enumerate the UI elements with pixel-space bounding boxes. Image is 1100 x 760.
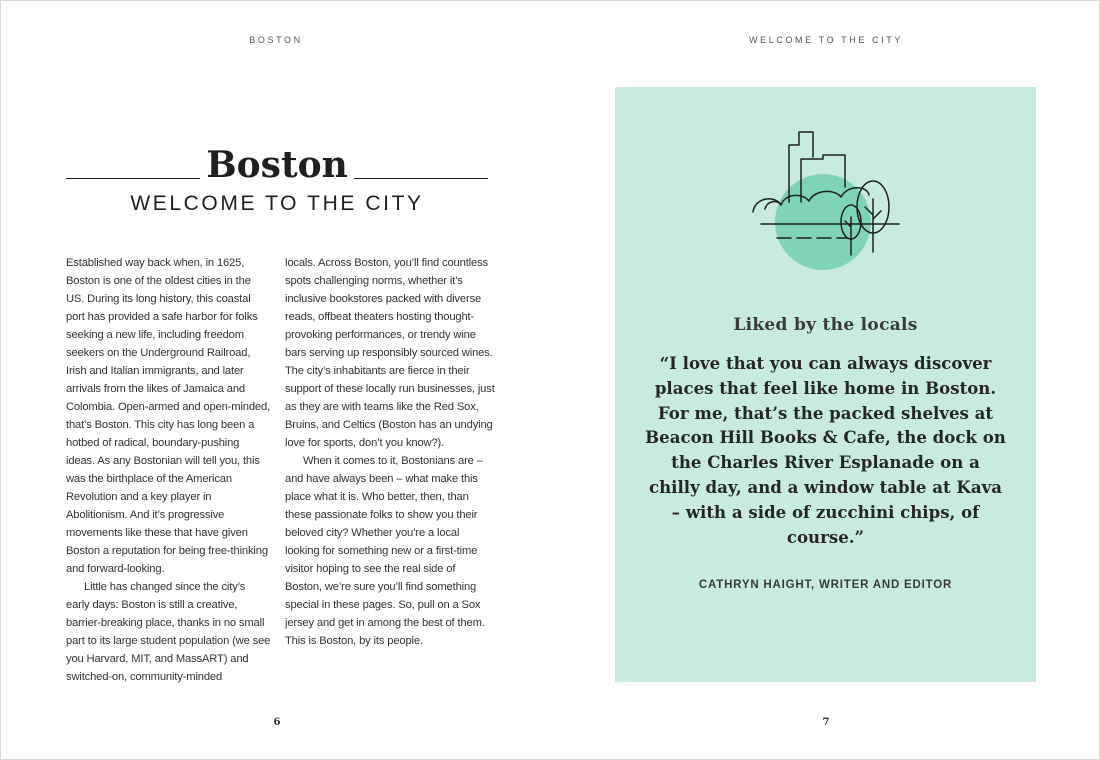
- paragraph: When it comes to it, Bostonians are – and have always been – what make this place what it is. Who better, then, than these passionate folks to show you their beloved city? Whether you’re a local looking for something new or a first-time visitor hoping to see the real side of Boston, we’re sure you’ll find something special in these pages. So, pull on a Sox jersey and get in among the best of them. This is Boston, by its people.: [285, 455, 485, 647]
- quote-panel: [615, 87, 1036, 682]
- paragraph: Little has changed since the city’s early days: Boston is still a creative, barrier-breaking place, thanks in no small part to its large student population (we see you Harvard, MIT, and MassART) and switched-on, community-minded: [66, 581, 271, 683]
- body-column-1: [66, 254, 271, 686]
- body-column-2: [285, 254, 495, 650]
- left-running-head: BOSTON: [249, 35, 303, 45]
- page-title: [66, 142, 488, 188]
- page-number-left: 6: [273, 717, 281, 728]
- city-skyline-trees-icon: [751, 127, 901, 282]
- panel-heading: Liked by the locals: [733, 315, 918, 335]
- paragraph: Established way back when, in 1625, Boston is one of the oldest cities in the US. During its long history, this coastal port has provided a safe harbor for folks seeking a new life, including freedom seekers on the Underground Railroad, Irish and Italian immigrants, and later arrivals from the likes of Jamaica and Colombia. Open-armed and open-minded, that’s Boston. This city has long been a hotbed of radical, boundary-pushing ideas. As any Bostonian will tell you, this was the birthplace of the American Revolution and a key player in Abolitionism. And it’s progressive movements like these that have given Boston a reputation for being free-thinking and forward-looking.: [66, 257, 271, 575]
- right-running-head: WELCOME TO THE CITY: [749, 35, 903, 45]
- pull-quote: “I love that you can always discover places that feel like home in Boston. For me, that’s the packed shelves at Beacon Hill Books & Cafe, the dock on the Charles River Esplanade on a chilly day, and a window table at Kava – with a side of zucchini chips, of course.”: [645, 353, 1006, 547]
- paragraph: locals. Across Boston, you’ll find countless spots challenging norms, whether it’s inclusive bookstores packed with diverse reads, offbeat theaters hosting thought-provoking performances, or trendy wine bars serving up responsibly sourced wines. The city’s inhabitants are fierce in their support of these locally run businesses, just as they are with teams like the Red Sox, Bruins, and Celtics (Boston has an undying love for sports, don’t you know?).: [285, 257, 495, 449]
- page-subtitle: WELCOME TO THE CITY: [130, 192, 424, 215]
- page-number-right: 7: [822, 717, 830, 728]
- quote-attribution: CATHRYN HAIGHT, WRITER AND EDITOR: [698, 579, 953, 591]
- page-title-text: Boston: [200, 144, 354, 186]
